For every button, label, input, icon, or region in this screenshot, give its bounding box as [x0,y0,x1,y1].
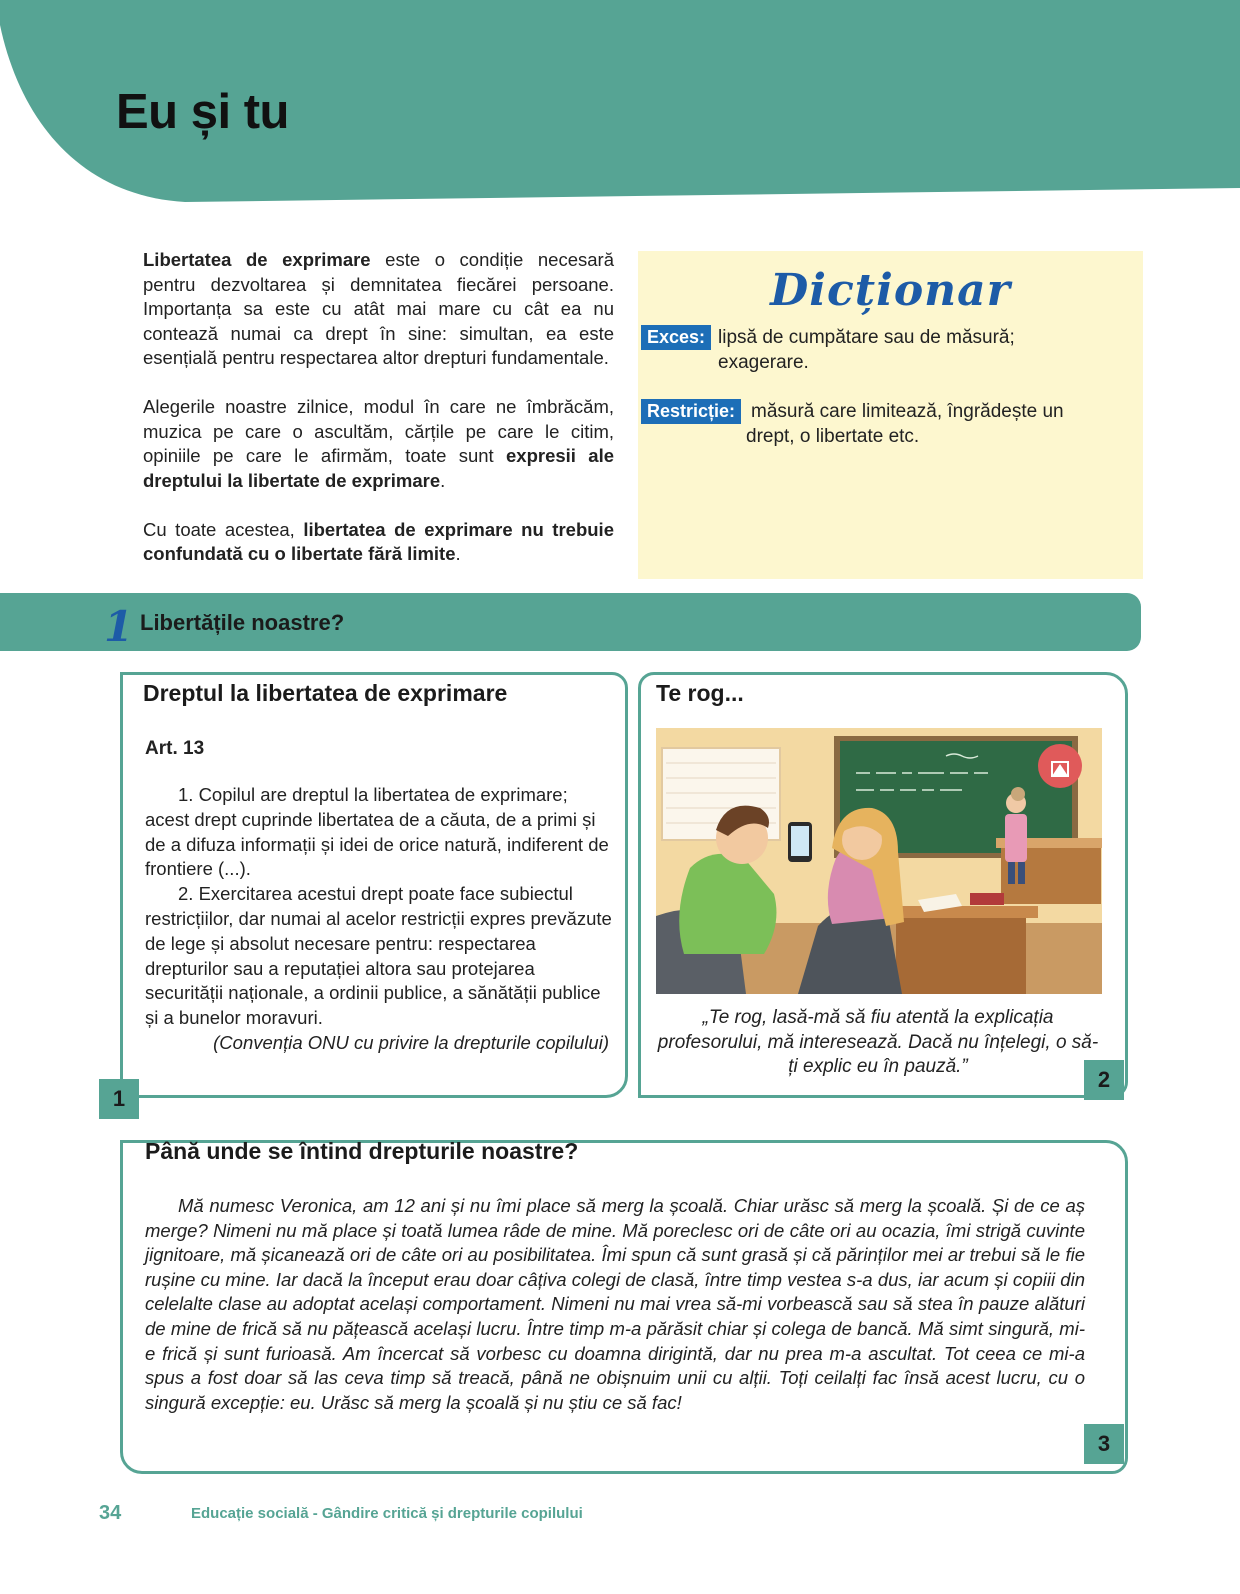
card-badge-2: 2 [1084,1060,1124,1100]
definition-line: lipsă de cumpătare sau de măsură; [718,327,1015,348]
card-title-rights: Până unde se întind drepturile noastre? [145,1138,579,1164]
page-title: Eu și tu [116,85,289,139]
card-badge-3: 3 [1084,1424,1124,1464]
dictionary-term-exces: Exces: [641,325,711,350]
illustration-caption: „Te rog, lasă-mă să fiu atentă la explicația profesorului, mă interesează. Dacă nu înțelegi, o să-ți explic eu în pauză.” [657,1007,1099,1077]
page-number: 34 [99,1502,122,1524]
article-label: Art. 13 [145,738,205,759]
story-paragraph: Mă numesc Veronica, am 12 ani și nu îmi place să merg la școală. Chiar urăsc să merg la școală. Și de ce aș merge? Nimeni nu mă place și toată lumea râde de mine. Mă poreclesc ori de câte ori au ocazia, îmi strigă cuvinte jignitoare, mă șicanează ori de câte ori au posibilitatea. Îmi spun că sunt grasă și că părinților mei ar trebui să le fie rușine cu mine. Iar dacă la început erau doar câțiva colegi de clasă, între timp vestea s-a dus, iar acum și copiii din celelalte clase au adoptat același comportament. Nimeni nu mai vrea să-mi vorbească sau să stea în pauze alături de mine de frică să nu pățească același lucru. Între timp m-a părăsit chiar și colega de bancă. Mă simt singură, mi-e frică și sunt furioasă. Am încercat să vorbesc cu doamna dirigintă, dar nu prea m-a ascultat. Tot ceea ce mi-a spus a fost doar să las ceva timp să treacă, până ne obișnuim unii cu alții. Toți ceilalți fac însă acest lucru, cu o singură excepție: eu. Urăsc să merg la școală și nu știu ce să fac! [145,1195,1085,1413]
intro-text-2: Alegerile noastre zilnice, modul în care ne îmbrăcăm, muzica pe care o ascultăm, cărțile pe care le citim, opiniile pe care le afirmăm, toate sunt [143,396,614,466]
law-source: (Convenția ONU cu privire la drepturile copilului) [213,1031,609,1053]
intro-period: . [440,469,446,491]
section-number: 1 [104,602,134,651]
law-text [145,783,615,1056]
intro-text-1: este o condiție necesară pentru dezvoltarea și demnitatea fiecărei persoane. Importanța sa este cu atât mai mare cu cât ea nu contează numai ca drept în sine: simultan, ea este esențială pentru respectarea altor drepturi fundamentale. [143,249,614,368]
dictionary-definition-exces [718,325,1015,375]
intro-text [143,248,614,591]
story-text [145,1194,1085,1415]
intro-text-3: Cu toate acestea, [143,518,304,540]
intro-period: . [455,543,461,564]
card-badge-1: 1 [99,1079,139,1119]
dictionary-term-restrictie: Restricție: [641,399,741,424]
dictionary-title: Dicționar [770,265,1011,316]
card-title-please: Te rog... [656,680,744,706]
intro-emphasis-2: expresii ale dreptului la libertate de exprimare [143,445,614,491]
footer-text: Educație socială - Gândire critică și drepturile copilului [191,1505,583,1522]
law-paragraph-1: 1. Copilul are dreptul la libertatea de exprimare; acest drept cuprinde libertatea de a căuta, de a primi și de a difuza informații și idei de orice natură, indiferent de frontiere (...). [145,784,609,880]
dictionary-box [638,251,1143,579]
intro-paragraph-3 [143,518,614,567]
intro-paragraph-1 [143,248,614,371]
intro-term: Libertatea de exprimare [143,249,371,270]
section-title: Libertățile noastre? [140,610,345,635]
card-title-convention: Dreptul la libertatea de exprimare [143,680,508,706]
law-paragraph-2: 2. Exercitarea acestui drept poate face subiectul restricțiilor, dar numai al acelor restricții expres prevăzute de lege și absolut necesare pentru: respectarea drepturilor sau a reputației altora sau protejarea securității naționale, a ordinii publice, a sănătății publice și a bunelor moravuri. [145,883,612,1029]
classroom-illustration [656,728,1102,994]
intro-paragraph-2 [143,395,614,493]
intro-emphasis-3: libertatea de exprimare nu trebuie confundată cu o libertate fără limite [143,518,614,564]
definition-line: exagerare. [718,352,809,373]
definition-line: măsură care limitează, îngrădește un [751,401,1064,422]
definition-line: drept, o libertate etc. [746,426,920,447]
dictionary-definition-restrictie [746,399,1064,449]
